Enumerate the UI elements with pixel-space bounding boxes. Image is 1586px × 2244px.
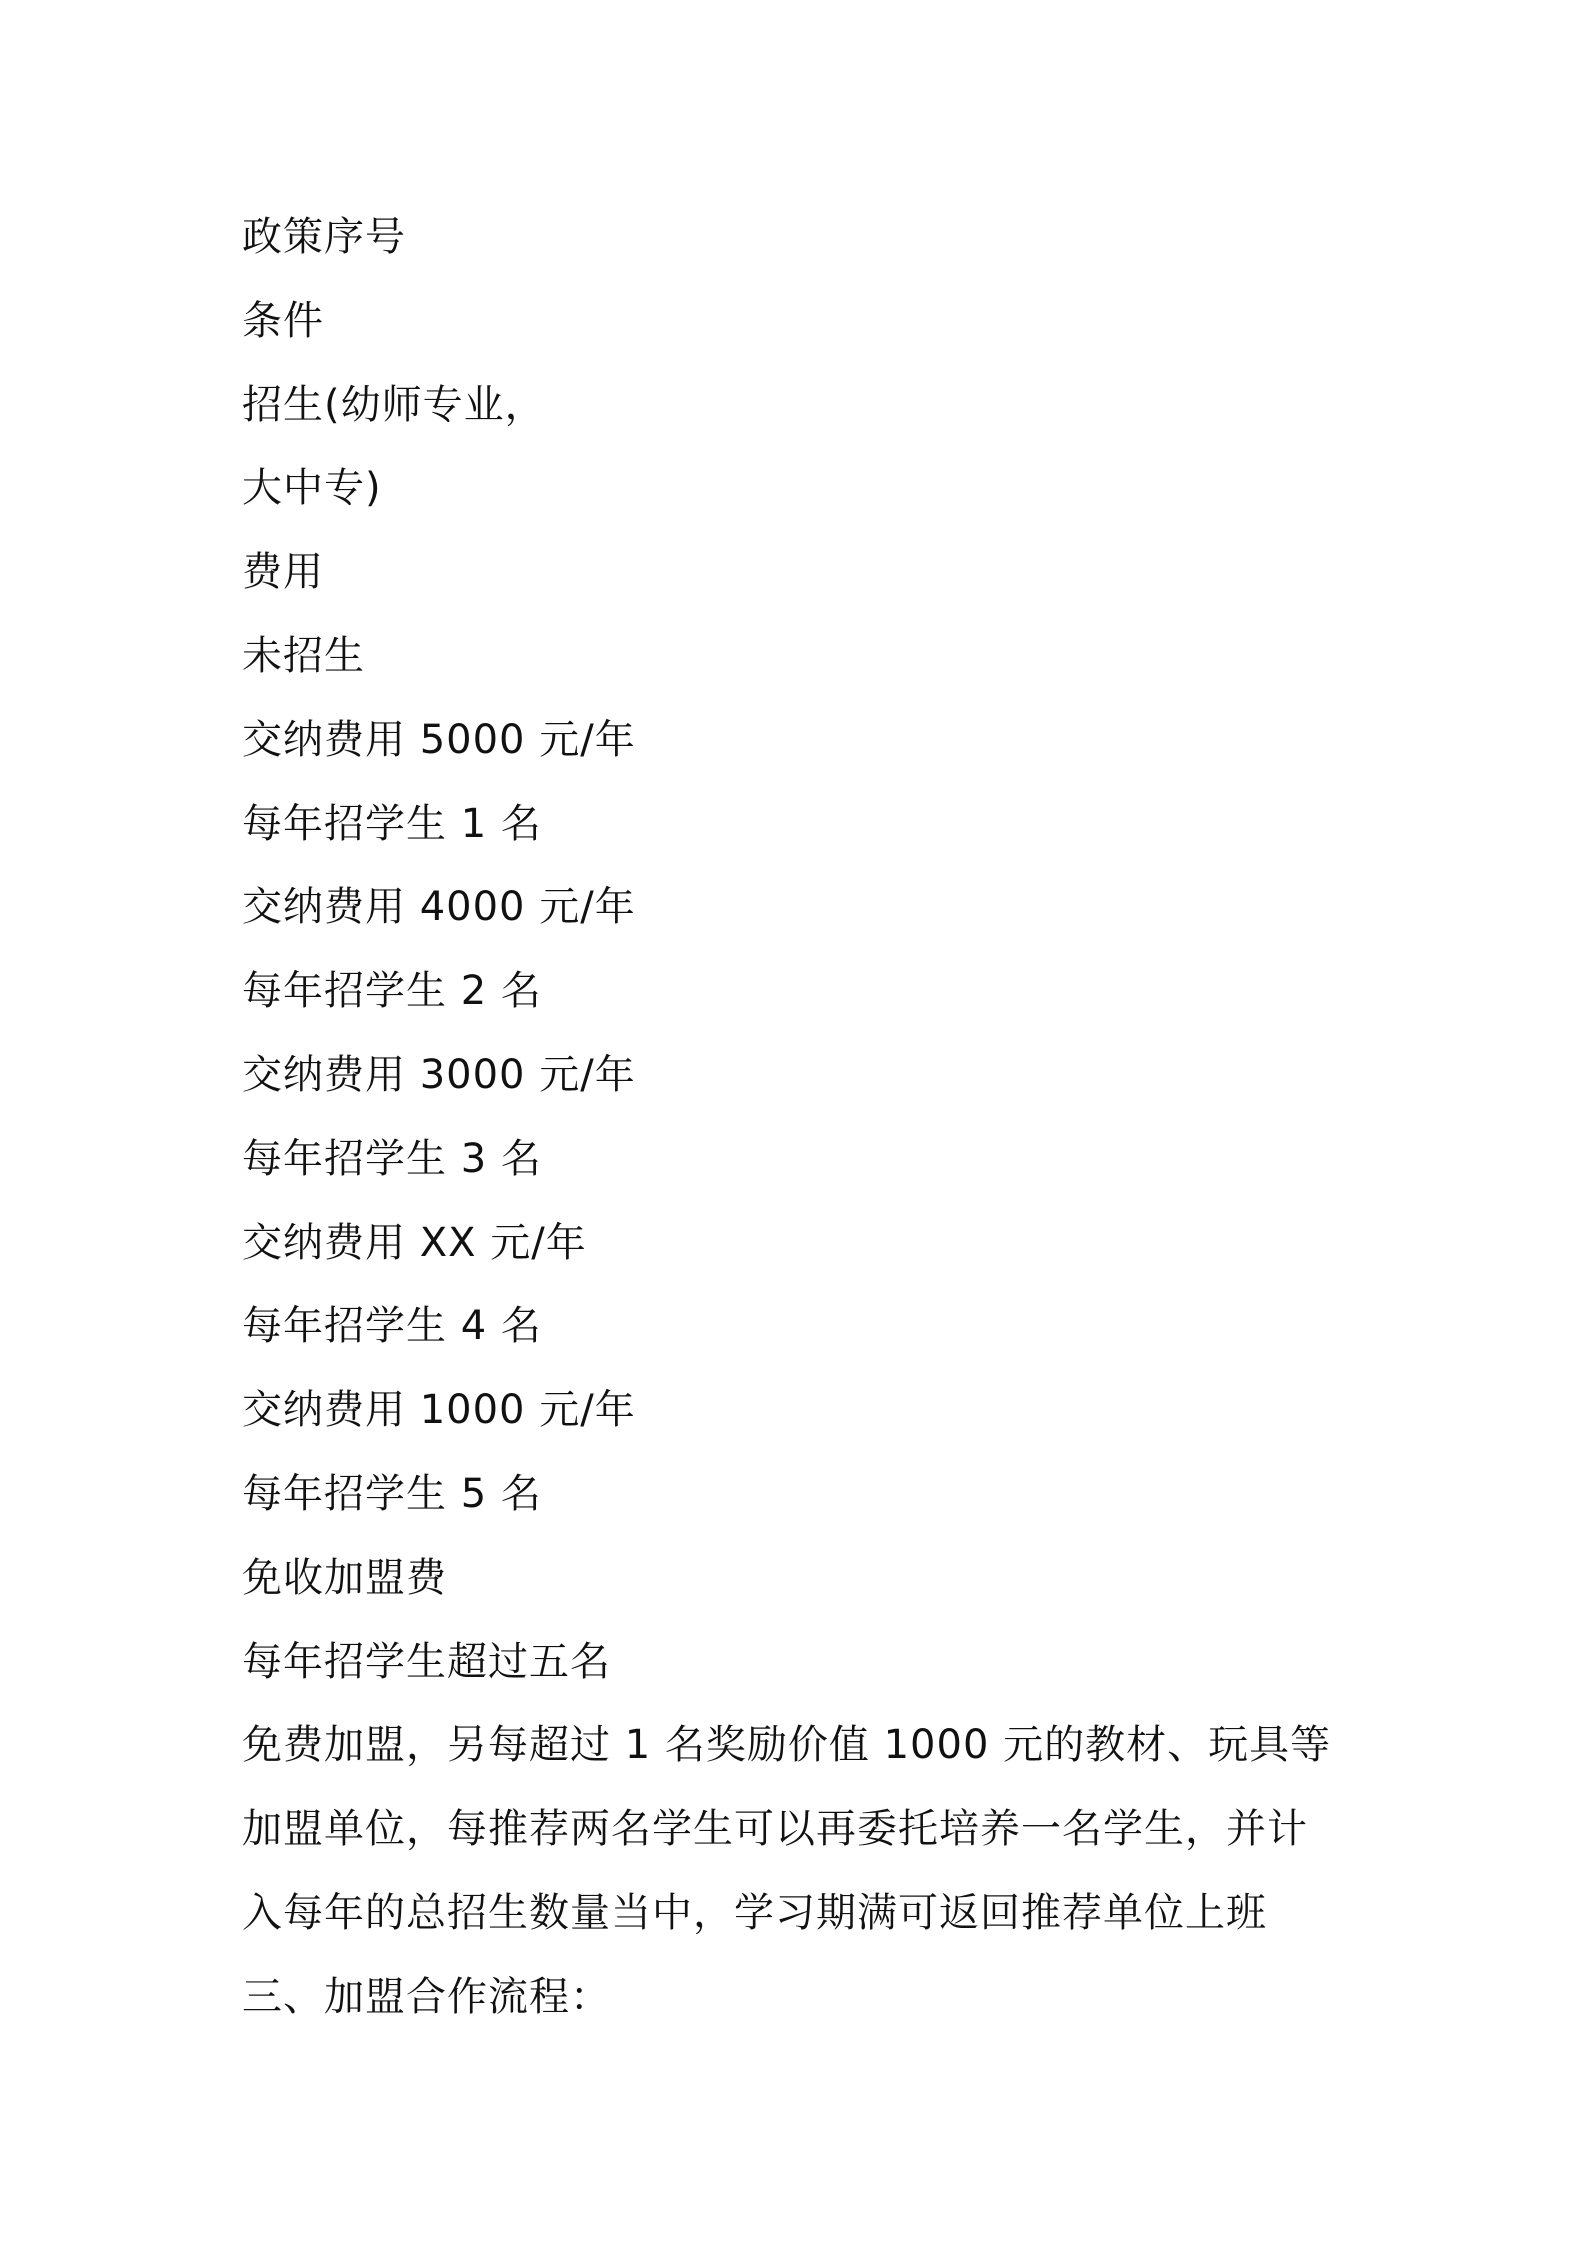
document-body (242, 196, 1422, 2040)
referral-text-part2: 入每年的总招生数量当中，学习期满可返回推荐单位上班 (242, 1889, 1267, 1936)
enrollment-tier-2: 每年招学生 2 名 (242, 968, 542, 1015)
enrollment-over-five: 每年招学生超过五名 (242, 1638, 611, 1685)
condition-label: 条件 (242, 297, 324, 344)
policy-number-label: 政策序号 (242, 214, 406, 260)
enrollment-tier-4: 每年招学生 4 名 (242, 1303, 542, 1350)
fee-tier-1: 交纳费用 5000 元/年 (242, 716, 636, 763)
fee-tier-2: 交纳费用 4000 元/年 (242, 884, 636, 931)
enrollment-label-part1: 招生(幼师专业， (242, 381, 546, 428)
fee-tier-3: 交纳费用 3000 元/年 (242, 1051, 636, 1098)
no-enrollment-text: 未招生 (242, 632, 365, 679)
fee-tier-5: 交纳费用 1000 元/年 (242, 1387, 636, 1434)
enrollment-tier-1: 每年招学生 1 名 (242, 800, 542, 847)
fee-label: 费用 (242, 549, 324, 596)
referral-text-part1: 加盟单位，每推荐两名学生可以再委托培养一名学生，并计 (242, 1806, 1308, 1853)
enrollment-label-part2: 大中专) (242, 465, 382, 512)
reward-text: 免费加盟，另每超过 1 名奖励价值 1000 元的教材、玩具等 (242, 1722, 1332, 1769)
section-heading: 三、加盟合作流程： (242, 1973, 611, 2020)
enrollment-tier-5: 每年招学生 5 名 (242, 1470, 542, 1517)
enrollment-tier-3: 每年招学生 3 名 (242, 1135, 542, 1182)
fee-tier-4: 交纳费用 XX 元/年 (242, 1219, 587, 1266)
fee-waiver-text: 免收加盟费 (242, 1554, 447, 1601)
